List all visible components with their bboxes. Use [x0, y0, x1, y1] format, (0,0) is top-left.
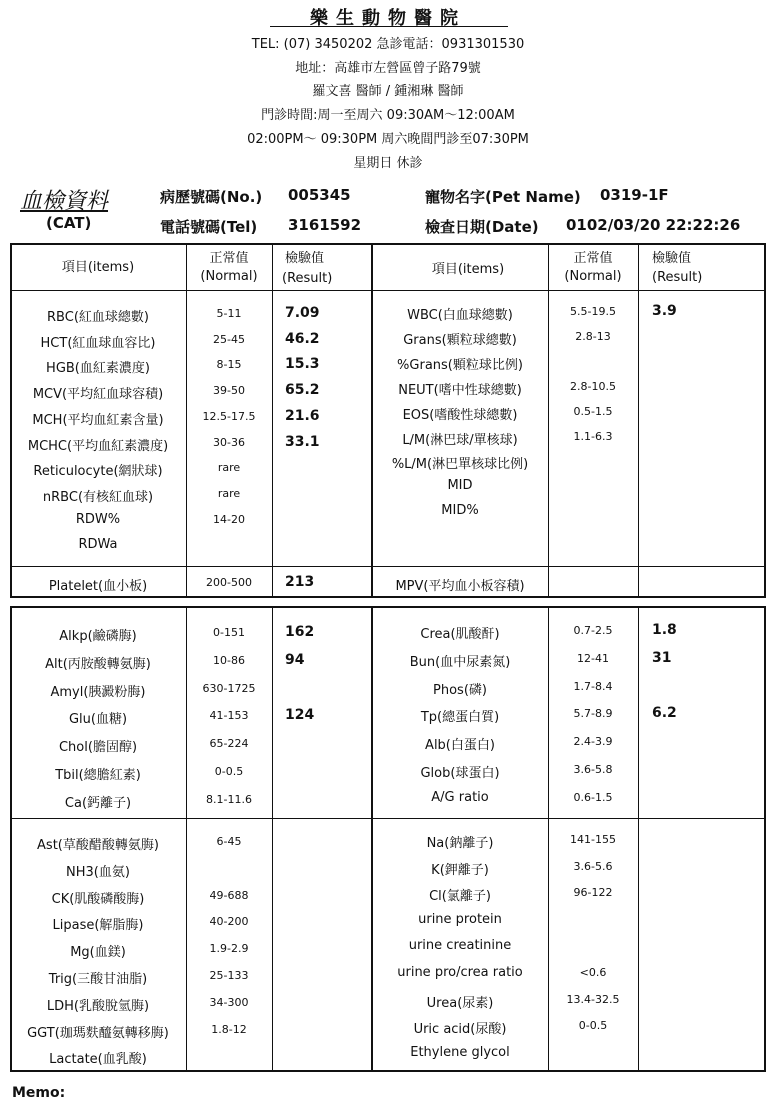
record-no-value: 005345: [288, 186, 351, 204]
result-value: 31: [652, 649, 672, 666]
item-name: Bun(血中尿素氮): [409, 654, 511, 670]
normal-range: 1.7-8.4: [573, 679, 613, 693]
title-underline: [270, 26, 508, 27]
normal-range: 0-0.5: [578, 1019, 608, 1033]
normal-range: 0.5-1.5: [573, 404, 613, 418]
item-name: RDWa: [78, 537, 118, 553]
date-value: 0102/03/20 22:22:26: [566, 216, 741, 234]
item-name: urine creatinine: [408, 938, 512, 954]
normal-range: 34-300: [209, 995, 249, 1009]
item-name: NEUT(嗜中性球總數): [398, 382, 522, 398]
result-header-right: 檢驗值: [652, 251, 692, 266]
result-value: 46.2: [285, 330, 320, 347]
item-name: Lipase(解脂脢): [52, 918, 144, 934]
item-name: HCT(紅血球血容比): [40, 335, 156, 351]
clinic-hours-3: 星期日 休診: [353, 156, 423, 171]
result-value: 7.09: [285, 305, 320, 321]
result-header-left-sub: (Result): [282, 271, 333, 286]
clinic-name: 樂生動物醫院: [310, 8, 466, 29]
normal-range: 2.4-3.9: [573, 735, 613, 749]
normal-range: 1.8-12: [211, 1022, 247, 1036]
result-value: 15.3: [285, 356, 320, 373]
record-no-label: 病歷號碼(No.): [160, 188, 263, 206]
item-name: K(鉀離子): [431, 862, 489, 878]
col-divider: [638, 245, 639, 596]
item-name: Uric acid(尿酸): [413, 1022, 507, 1038]
item-name: HGB(血紅素濃度): [46, 361, 150, 377]
normal-range: 8-15: [216, 358, 242, 372]
normal-range: 1.1-6.3: [573, 429, 613, 443]
result-header-left: 檢驗值: [285, 251, 325, 266]
normal-range: 40-200: [209, 915, 249, 929]
normal-header-right: 正常值: [573, 251, 613, 266]
item-name: Lactate(血乳酸): [49, 1052, 147, 1068]
normal-range: 0.6-1.5: [573, 790, 613, 804]
item-name: Tbil(總膽紅素): [55, 768, 141, 783]
normal-range: 141-155: [570, 833, 616, 846]
clinic-hours-2: 02:00PM～ 09:30PM 周六晚間門診至07:30PM: [247, 132, 529, 147]
item-name: urine pro/crea ratio: [397, 965, 523, 980]
species-label: (CAT): [46, 214, 92, 232]
pet-name-value: 0319-1F: [600, 186, 669, 204]
tel-label: 電話號碼(Tel): [160, 218, 258, 236]
col-divider: [186, 245, 187, 596]
item-name: EOS(嗜酸性球總數): [402, 407, 518, 423]
normal-range: 6-45: [216, 835, 242, 848]
normal-header-right-sub: (Normal): [564, 269, 622, 284]
item-name: MID%: [441, 503, 479, 519]
result-value: 162: [285, 624, 315, 640]
result-value: 6.2: [652, 705, 677, 722]
result-value: 65.2: [285, 382, 320, 399]
item-name: Crea(肌酸酐): [420, 627, 500, 642]
item-name: Reticulocyte(網狀球): [33, 464, 163, 480]
items-header-left: 項目(items): [61, 260, 135, 275]
item-name: RBC(紅血球總數): [47, 310, 149, 325]
item-name: WBC(白血球總數): [407, 308, 513, 323]
item-name: Grans(顆粒球總數): [403, 332, 517, 348]
item-name: Ca(鈣離子): [64, 795, 132, 811]
item-name: Trig(三酸甘油脂): [48, 972, 148, 987]
item-name: Glu(血糖): [68, 712, 128, 728]
result-value: 124: [285, 707, 315, 724]
normal-range: 0-151: [213, 626, 245, 639]
normal-range: 0-0.5: [214, 765, 244, 778]
item-name: Chol(膽固醇): [58, 740, 138, 756]
item-name: Tp(總蛋白質): [420, 710, 500, 726]
result-value: 3.9: [652, 303, 677, 319]
col-divider: [371, 245, 373, 596]
normal-range: 5.5-19.5: [570, 305, 616, 318]
item-name: LDH(乳酸脫氫脢): [46, 998, 150, 1014]
items-header-right: 項目(items): [431, 262, 505, 277]
item-name: MCH(平均血紅素含量): [32, 412, 164, 428]
item-name: Alkp(鹼磷脢): [59, 629, 137, 644]
item-name: Amyl(胰澱粉脢): [50, 684, 146, 700]
item-name: Alb(白蛋白): [425, 738, 495, 754]
normal-range: 41-153: [209, 709, 249, 723]
col-divider: [548, 245, 549, 596]
item-name: CK(肌酸磷酸脢): [51, 891, 145, 907]
normal-range: 14-20: [213, 512, 245, 526]
normal-range: rare: [217, 461, 241, 475]
pet-name-label: 寵物名字(Pet Name): [425, 188, 581, 206]
item-name: A/G ratio: [431, 789, 489, 805]
item-name: %L/M(淋巴單核球比例): [391, 457, 529, 473]
normal-range: 3.6-5.6: [573, 859, 613, 873]
item-name: Cl(氯離子): [429, 889, 491, 905]
normal-range: 13.4-32.5: [566, 992, 620, 1006]
item-name: Platelet(血小板): [48, 579, 148, 594]
item-name: Alt(丙胺酸轉氨脢): [45, 656, 151, 672]
row-divider: [12, 566, 764, 567]
normal-range: 25-45: [213, 332, 245, 346]
item-name: Glob(球蛋白): [420, 766, 500, 781]
item-name: Na(鈉離子): [426, 836, 494, 851]
item-name: Mg(血鎂): [70, 945, 126, 961]
item-name: Phos(磷): [433, 682, 487, 698]
normal-range: 0.7-2.5: [573, 624, 613, 637]
result-value: 94: [285, 651, 305, 668]
date-label: 檢查日期(Date): [425, 218, 539, 236]
row-divider: [12, 290, 764, 291]
report-title: 血檢資料: [20, 189, 109, 214]
item-name: MID: [447, 478, 473, 494]
normal-header-left-sub: (Normal): [200, 269, 258, 284]
col-divider: [272, 608, 273, 1070]
item-name: Ethylene glycol: [410, 1044, 510, 1060]
result-value: 21.6: [285, 407, 320, 424]
normal-range: 200-500: [206, 576, 252, 589]
normal-range: 30-36: [213, 435, 245, 449]
item-name: MCHC(平均血紅素濃度): [27, 438, 169, 454]
row-divider: [12, 818, 764, 819]
result-value: 213: [285, 574, 315, 590]
clinic-phone: TEL: (07) 3450202 急診電話：0931301530: [251, 37, 525, 52]
col-divider: [371, 608, 373, 1070]
normal-range: 5.7-8.9: [573, 707, 613, 721]
result-header-right-sub: (Result): [652, 270, 703, 285]
item-name: Ast(草酸醋酸轉氨脢): [37, 838, 159, 853]
item-name: RDW%: [75, 511, 121, 527]
normal-range: rare: [217, 486, 241, 500]
normal-range: 2.8-13: [575, 329, 611, 343]
normal-range: 8.1-11.6: [206, 792, 252, 806]
normal-range: 10-86: [213, 653, 245, 667]
normal-range: 49-688: [209, 888, 249, 902]
normal-range: 96-122: [573, 886, 613, 900]
item-name: GGT(珈瑪麩醯氨轉移脢): [27, 1025, 169, 1041]
clinic-doctors: 羅文喜 醫師 / 鍾湘琳 醫師: [312, 84, 464, 99]
item-name: MPV(平均血小板容積): [395, 579, 525, 594]
normal-range: <0.6: [579, 966, 607, 979]
result-value: 1.8: [652, 622, 677, 638]
normal-range: 3.6-5.8: [573, 763, 613, 776]
tel-value: 3161592: [288, 216, 362, 234]
item-name: MCV(平均紅血球容積): [32, 387, 164, 403]
normal-range: 12-41: [577, 651, 609, 665]
item-name: nRBC(有核紅血球): [42, 489, 154, 505]
item-name: urine protein: [418, 911, 502, 927]
item-name: Urea(尿素): [426, 995, 494, 1011]
normal-range: 39-50: [213, 384, 245, 398]
col-divider: [272, 245, 273, 596]
normal-range: 65-224: [209, 737, 249, 751]
item-name: NH3(血氨): [66, 864, 130, 880]
normal-range: 12.5-17.5: [202, 409, 256, 423]
item-name: %Grans(顆粒球比例): [397, 357, 523, 373]
normal-range: 2.8-10.5: [570, 379, 616, 393]
result-value: 33.1: [285, 433, 320, 450]
normal-header-left: 正常值: [209, 251, 249, 266]
normal-range: 5-11: [216, 307, 242, 320]
normal-range: 1.9-2.9: [209, 942, 249, 956]
item-name: L/M(淋巴球/單核球): [402, 432, 518, 448]
col-divider: [548, 608, 549, 1070]
clinic-hours-1: 門診時間:周一至周六 09:30AM～12:00AM: [261, 108, 515, 123]
clinic-address: 地址：高雄市左營區曾子路79號: [295, 61, 481, 76]
normal-range: 25-133: [209, 969, 249, 982]
col-divider: [638, 608, 639, 1070]
col-divider: [186, 608, 187, 1070]
normal-range: 630-1725: [202, 681, 256, 695]
memo-label: Memo:: [12, 1085, 66, 1101]
